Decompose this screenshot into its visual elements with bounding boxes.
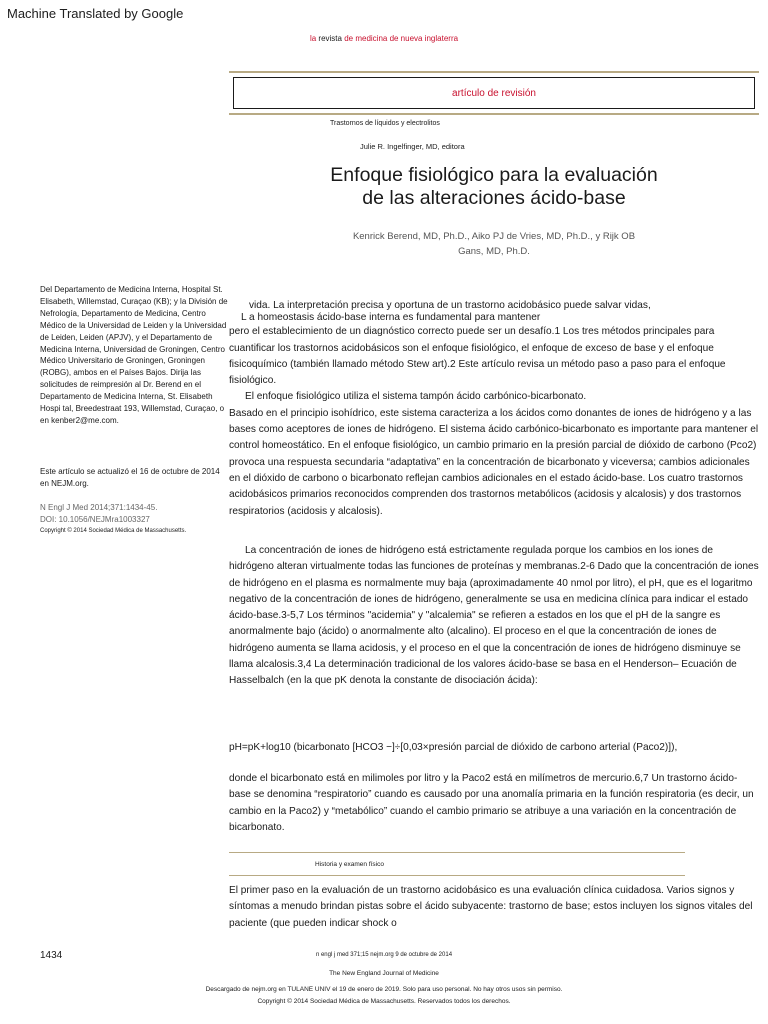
update-note: Este artículo se actualizó el 16 de octubre de 2014 en NEJM.org. — [40, 467, 220, 488]
title-line-2: de las alteraciones ácido-base — [362, 187, 626, 209]
footer-citation: n engl j med 371;15 nejm.org 9 de octubre de 2014 — [315, 952, 453, 958]
authors-line-2: Gans, MD, Ph.D. — [458, 246, 530, 257]
footer-download-notice: Descargado de nejm.org en TULANE UNIV el 19 de enero de 2019. Solo para uso personal. No hay otros usos sin permiso. — [205, 986, 563, 993]
section-heading: Historia y examen físico — [315, 860, 384, 868]
footer-copyright: Copyright © 2014 Sociedad Médica de Massachusetts. Reservados todos los derechos. — [257, 998, 511, 1005]
editor-line: Julie R. Ingelfinger, MD, editora — [360, 142, 465, 151]
hydrogen-ion-paragraph: La concentración de iones de hidrógeno está estrictamente regulada porque los cambios en los iones de hidrógeno alteran virtualmente todas las funciones de proteínas y membranas.2-6 Dado que la concentración de iones de hidrógeno en el plasma es normalmente muy baja (aproximadamente 40 nmol por litro), el pH, que es el logaritmo negativo de la concentración de iones de hidrógeno, generalmente se usa en medicina clínica para indicar el estado ácido-base.3-5,7 Los términos "acidemia" y "alcalemia" se refieren a estados en los que el pH de la sangre es anormalmente bajo (ácido) o anormalmente alto (alcalino). El proceso en el que la concentración de iones de hidrógeno aumenta se llama acidosis, y el proceso en el que la concentración de iones de hidrógeno disminuye se llama alcalosis.3,4 La determinación tradicional de los valores ácido-base se basa en el Henderson– Ecuación de Hasselbalch (en la que pK denota la constante de disociación ácida): — [229, 545, 759, 687]
sidebar-copyright: Copyright © 2014 Sociedad Médica de Massachusetts. — [40, 528, 187, 534]
intro-paragraphs — [229, 298, 759, 520]
henderson-hasselbalch-equation: pH=pK+log10 (bicarbonato [HCO3 −]÷[0,03×presión parcial de dióxido de carbono arterial (Paco2)]), — [229, 742, 678, 753]
intro-paragraph: pero el establecimiento de un diagnóstico correcto puede ser un desafío.1 Los tres métodos principales para cuantificar los trastornos acidobásicos son el enfoque fisiológico, el enfoque de exceso de base y el enfoque fisicoquímico (también llamado método Stew art).2 Este artículo revisa un método paso a paso para el enfoque fisiológico. — [229, 326, 726, 387]
doi-line: DOI: 10.1056/NEJMra1003327 — [40, 514, 150, 524]
intro-first-line: vida. La interpretación precisa y oportuna de un trastorno acidobásico puede salvar vidas, — [249, 300, 651, 311]
definitions-paragraph: donde el bicarbonato está en milimoles por litro y la Paco2 está en milímetros de mercurio.6,7 Un trastorno ácido-base se denomina “respiratorio” cuando es causado por una anomalía primaria en la función respiratoria (es decir, un cambio en la Paco2) y “metabólico” cuando el cambio primario se atribuye a una variación en la concentración de bicarbonato. — [229, 773, 754, 833]
translation-banner: Machine Translated by Google — [7, 6, 184, 21]
author-list — [229, 229, 759, 259]
journal-name — [0, 34, 768, 43]
citation-block — [40, 502, 225, 525]
page-number: 1434 — [40, 950, 63, 961]
history-paragraph: El primer paso en la evaluación de un trastorno acidobásico es una evaluación clínica cuidadosa. Varios signos y síntomas a menudo brindan pistas sobre el ácido subyacente: trastorno de base; estos incluyen los signos vitales del paciente (que pueden indicar shock o — [229, 885, 753, 929]
title-line-1: Enfoque fisiológico para la evaluación — [330, 164, 658, 186]
journal-revista: revista — [318, 34, 342, 43]
journal-prefix: la — [309, 34, 317, 43]
article-type-label: artículo de revisión — [233, 77, 755, 109]
affiliation-sidebar — [40, 284, 230, 427]
citation-line: N Engl J Med 2014;371:1434-45. — [40, 503, 158, 512]
series-label: Trastornos de líquidos y electrolitos — [330, 120, 440, 127]
journal-title: de medicina de nueva inglaterra — [344, 34, 459, 43]
authors-line-1: Kenrick Berend, MD, Ph.D., Aiko PJ de Vries, MD, Ph.D., y Rijk OB — [352, 231, 636, 242]
physiologic-paragraph-lead: El enfoque fisiológico utiliza el sistema tampón ácido carbónico-bicarbonato. — [245, 391, 587, 403]
article-title — [229, 164, 759, 210]
footer-journal: The New England Journal of Medicine — [329, 970, 439, 977]
section-heading-box — [229, 852, 685, 876]
article-type-box — [229, 71, 759, 115]
physiologic-paragraph: Basado en el principio isohídrico, este sistema caracteriza a los ácidos como donantes de iones de hidrógeno y a las bases como aceptores de iones de hidrógeno. El sistema ácido carbónico-bicarbonato es importante para mantener el control homeostático. En el enfoque fisiológico, un cambio primario en la presión parcial de dióxido de carbono (Pco2) provoca una respuesta secundaria “adaptativa” en la concentración de bicarbonato y viceversa; cambios adicionales en el dióxido de carbono o bicarbonato reflejan cambios adicionales en el estado ácido-base. Los cuatro trastornos acidobásicos primarios reconocidos comprenden dos trastornos metabólicos (acidosis y alcalosis) y dos trastornos respiratorios (acidosis y alcalosis). — [229, 407, 759, 517]
affiliation-text: Del Departamento de Medicina Interna, Hospital St. Elisabeth, Willemstad, Curaçao (KB); y la División de Nefrología, Departamento de Medicina, Centro Médico de la Universidad de Leiden y la Universidad de Leiden, Leiden (APJV), y el Departamento de Medicina Interna, Universidad de Groningen, Centro Médico Universitario de Groningen, Groningen (ROBG), ambos en el Países Bajos. Dirija las solicitudes de reimpresión al Dr. Berend en el Departamento de Medicina Interna, St. Elisabeth Hospi tal, Breedestraat 193, Willemstad, Curaçao, o en kenber2@me.com. — [40, 285, 228, 425]
overlap-line-a: L a homeostasis ácido-base interna es fundamental para mantener — [241, 312, 541, 323]
